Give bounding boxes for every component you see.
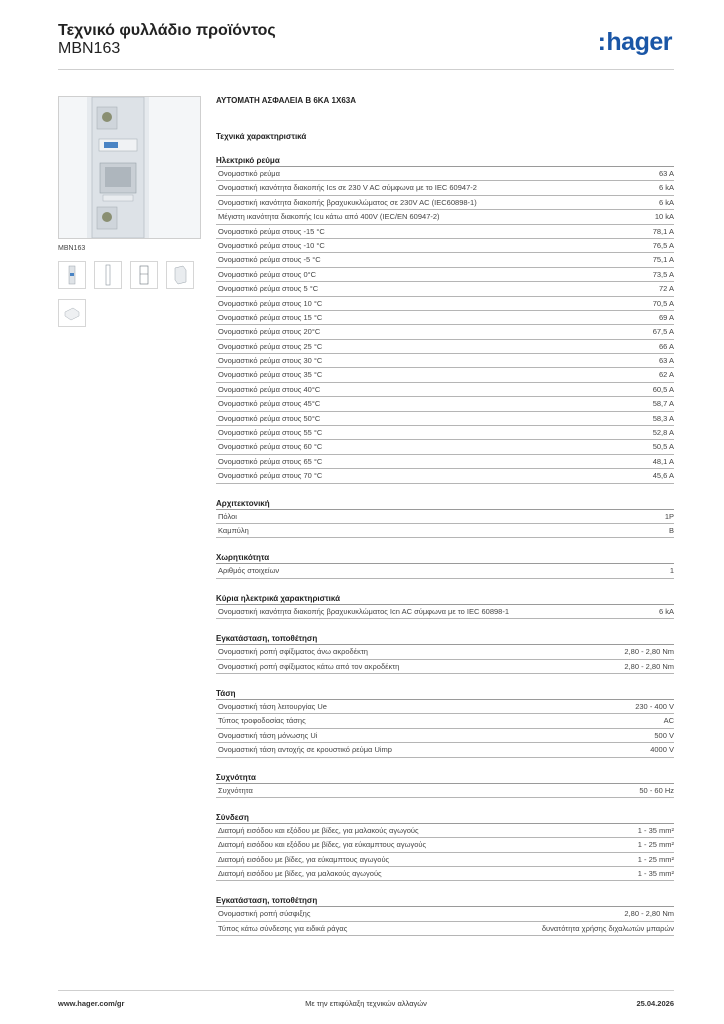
footer-disclaimer: Με την επιφύλαξη τεχνικών αλλαγών [305, 999, 427, 1008]
spec-row [216, 743, 674, 757]
spec-group-title: Κύρια ηλεκτρικά χαρακτηριστικά [216, 592, 674, 605]
product-media-column [58, 96, 203, 327]
spec-value: 69 A [658, 312, 674, 322]
spec-row [216, 225, 674, 239]
spec-value: 6 kA [658, 197, 674, 207]
spec-row [216, 196, 674, 210]
spec-value: 1 - 35 mm² [637, 869, 674, 879]
spec-row [216, 605, 674, 619]
spec-label: Ονομαστικό ρεύμα στους 20°C [218, 327, 321, 337]
spec-row [216, 510, 674, 524]
spec-row [216, 907, 674, 921]
spec-label: Διατομή εισόδου με βίδες, για εύκαμπτους αγωγούς [218, 854, 390, 864]
spec-value: 230 - 400 V [635, 701, 674, 711]
spec-label: Ονομαστική τάση αντοχής σε κρουστικό ρεύμα Uimp [218, 745, 392, 755]
spec-group [216, 497, 674, 539]
spec-value: 1 [669, 566, 674, 576]
spec-value: 52,8 A [652, 428, 674, 438]
spec-value: 58,3 A [652, 413, 674, 423]
spec-row [216, 210, 674, 224]
spec-value: 2,80 - 2,80 Nm [624, 909, 674, 919]
spec-row [216, 181, 674, 195]
thumbnail-side[interactable] [94, 261, 122, 289]
spec-value: 1P [664, 511, 674, 521]
spec-group-title: Σύνδεση [216, 811, 674, 824]
spec-group-title: Τάση [216, 687, 674, 700]
spec-row [216, 383, 674, 397]
spec-label: Ονομαστικό ρεύμα στους 70 °C [218, 471, 323, 481]
spec-value: 66 A [658, 341, 674, 351]
spec-row [216, 838, 674, 852]
spec-group [216, 154, 674, 484]
spec-value: 63 A [658, 169, 674, 178]
spec-label: Συχνότητα [218, 785, 253, 795]
spec-label: Καμπύλη [218, 525, 249, 535]
spec-group [216, 551, 674, 578]
spec-label: Ονομαστικό ρεύμα στους 65 °C [218, 456, 323, 466]
spec-value: 2,80 - 2,80 Nm [624, 661, 674, 671]
spec-group [216, 894, 674, 936]
spec-value: 73,5 A [652, 269, 674, 279]
spec-value: 10 kA [654, 212, 674, 222]
spec-label: Ονομαστικό ρεύμα στους 5 °C [218, 284, 319, 294]
spec-value: 500 V [654, 730, 674, 740]
spec-row [216, 867, 674, 881]
spec-group [216, 811, 674, 882]
spec-value: 58,7 A [652, 399, 674, 409]
spec-label: Μέγιστη ικανότητα διακοπής Icu κάτω από 400V (IEC/EN 60947-2) [218, 212, 440, 222]
spec-value: 6 kA [658, 606, 674, 616]
spec-row [216, 645, 674, 659]
spec-row [216, 853, 674, 867]
spec-value: 50 - 60 Hz [639, 785, 674, 795]
spec-row [216, 784, 674, 798]
page-footer [58, 990, 674, 1010]
thumbnail-perspective[interactable] [166, 261, 194, 289]
hager-logo: :hager [597, 28, 672, 56]
spec-group-title: Ηλεκτρικό ρεύμα [216, 154, 674, 167]
spec-value: B [668, 525, 674, 535]
spec-label: Ονομαστικό ρεύμα στους 30 °C [218, 356, 323, 366]
spec-row [216, 253, 674, 267]
spec-value: 67,5 A [652, 327, 674, 337]
spec-group [216, 632, 674, 674]
spec-label: Διατομή εισόδου με βίδες, για μαλακούς αγωγούς [218, 869, 382, 879]
spec-label: Ονομαστική ροπή σύσφιξης [218, 909, 311, 919]
product-title: ΑΥΤΟΜΑΤΗ ΑΣΦΑΛΕΙΑ Β 6ΚΑ 1Χ63Α [216, 96, 357, 105]
spec-label: Ονομαστική τάση μόνωσης Ui [218, 730, 318, 740]
spec-label: Ονομαστική ικανότητα διακοπής βραχυκυκλώματος σε 230V AC (IEC60898-1) [218, 197, 477, 207]
spec-row [216, 564, 674, 578]
spec-row [216, 268, 674, 282]
spec-row [216, 297, 674, 311]
spec-row [216, 340, 674, 354]
spec-row [216, 282, 674, 296]
spec-value: 76,5 A [652, 240, 674, 250]
spec-value: AC [663, 716, 674, 726]
spec-row [216, 397, 674, 411]
spec-label: Ονομαστικό ρεύμα στους 40°C [218, 384, 321, 394]
spec-label: Ονομαστική ροπή σφίξιματος άνω ακροδέκτη [218, 647, 368, 657]
spec-row [216, 824, 674, 838]
spec-value: 48,1 A [652, 456, 674, 466]
spec-label: Ονομαστικό ρεύμα στους -10 °C [218, 240, 325, 250]
spec-row [216, 524, 674, 538]
spec-label: Ονομαστικό ρεύμα [218, 169, 280, 178]
thumbnail-angled[interactable] [58, 299, 86, 327]
spec-row [216, 167, 674, 181]
spec-row [216, 426, 674, 440]
spec-row [216, 714, 674, 728]
spec-value: 63 A [658, 356, 674, 366]
spec-group-title: Αρχιτεκτονική [216, 497, 674, 510]
spec-value: 70,5 A [652, 298, 674, 308]
spec-value: 6 kA [658, 183, 674, 193]
spec-row [216, 700, 674, 714]
spec-group-title: Εγκατάσταση, τοποθέτηση [216, 894, 674, 907]
spec-row [216, 469, 674, 483]
spec-value: 78,1 A [652, 226, 674, 236]
specifications-panel [216, 96, 674, 936]
spec-label: Ονομαστική ικανότητα διακοπής Ics σε 230 V AC σύμφωνα με το IEC 60947-2 [218, 183, 477, 193]
spec-row [216, 354, 674, 368]
spec-groups [216, 154, 674, 936]
spec-label: Τύπος τροφοδοσίας τάσης [218, 716, 306, 726]
spec-value: 50,5 A [652, 442, 674, 452]
spec-label: Ονομαστικό ρεύμα στους 35 °C [218, 370, 323, 380]
spec-label: Ονομαστικό ρεύμα στους -5 °C [218, 255, 321, 265]
thumbnail-dimensions[interactable] [130, 261, 158, 289]
spec-row [216, 325, 674, 339]
spec-value: 2,80 - 2,80 Nm [624, 647, 674, 657]
spec-value: 60,5 A [652, 384, 674, 394]
spec-value: 4000 V [650, 745, 674, 755]
page-header [58, 22, 674, 70]
spec-value: δυνατότητα χρήσης διχαλωτών μπαρών [541, 923, 674, 933]
spec-value: 75,1 A [652, 255, 674, 265]
spec-label: Διατομή εισόδου και εξόδου με βίδες, για εύκαμπτους αγωγούς [218, 840, 427, 850]
spec-label: Ονομαστικό ρεύμα στους 55 °C [218, 428, 323, 438]
spec-label: Τύπος κάτω σύνδεσης για ειδικά ράγας [218, 923, 348, 933]
spec-value: 1 - 35 mm² [637, 825, 674, 835]
spec-group [216, 687, 674, 758]
spec-row [216, 311, 674, 325]
spec-label: Ονομαστική ικανότητα διακοπής βραχυκυκλώματος Icn AC σύμφωνα με το IEC 60898-1 [218, 606, 510, 616]
spec-row [216, 922, 674, 936]
spec-row [216, 239, 674, 253]
footer-date: 25.04.2026 [636, 999, 674, 1008]
spec-value: 1 - 25 mm² [637, 840, 674, 850]
spec-label: Ονομαστικό ρεύμα στους 50°C [218, 413, 321, 423]
spec-row [216, 455, 674, 469]
spec-label: Αριθμός στοιχείων [218, 566, 280, 576]
spec-value: 62 A [658, 370, 674, 380]
product-image [58, 96, 201, 239]
spec-label: Ονομαστικό ρεύμα στους 25 °C [218, 341, 323, 351]
spec-value: 1 - 25 mm² [637, 854, 674, 864]
product-code: MBN163 [58, 40, 121, 57]
footer-url[interactable]: www.hager.com/gr [58, 999, 125, 1008]
spec-label: Ονομαστική τάση λειτουργίας Ue [218, 701, 327, 711]
technical-characteristics-title: Τεχνικά χαρακτηριστικά [216, 132, 307, 141]
thumbnail-strip [58, 261, 204, 327]
spec-label: Ονομαστικό ρεύμα στους 60 °C [218, 442, 323, 452]
spec-label: Ονομαστικό ρεύμα στους 15 °C [218, 312, 323, 322]
spec-group-title: Χωρητικότητα [216, 551, 674, 564]
spec-row [216, 412, 674, 426]
spec-group-title: Συχνότητα [216, 771, 674, 784]
product-image-caption: MBN163 [58, 245, 86, 252]
spec-label: Διατομή εισόδου και εξόδου με βίδες, για μαλακούς αγωγούς [218, 825, 419, 835]
spec-label: Ονομαστική ροπή σφίξιματος κάτω από τον ακροδέκτη [218, 661, 400, 671]
spec-row [216, 440, 674, 454]
spec-value: 45,6 A [652, 471, 674, 481]
circuit-breaker-image [59, 97, 200, 238]
spec-group-title: Εγκατάσταση, τοποθέτηση [216, 632, 674, 645]
spec-label: Ονομαστικό ρεύμα στους 10 °C [218, 298, 323, 308]
document-title: Τεχνικό φυλλάδιο προϊόντος [58, 22, 276, 39]
spec-label: Πόλοι [218, 511, 237, 521]
thumbnail-front[interactable] [58, 261, 86, 289]
spec-group [216, 771, 674, 798]
spec-label: Ονομαστικό ρεύμα στους -15 °C [218, 226, 325, 236]
spec-row [216, 368, 674, 382]
spec-row [216, 729, 674, 743]
spec-value: 72 A [658, 284, 674, 294]
spec-label: Ονομαστικό ρεύμα στους 0°C [218, 269, 317, 279]
spec-label: Ονομαστικό ρεύμα στους 45°C [218, 399, 321, 409]
spec-row [216, 660, 674, 674]
spec-group [216, 592, 674, 619]
